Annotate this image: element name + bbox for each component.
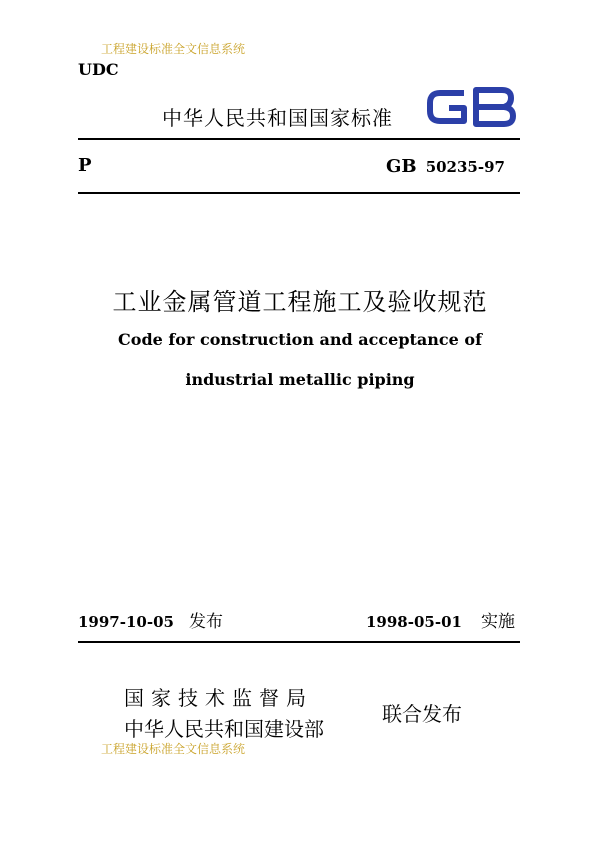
standard-number bbox=[386, 156, 505, 177]
header-divider bbox=[78, 138, 520, 140]
issue-date-group bbox=[78, 607, 223, 632]
udc-label: UDC bbox=[78, 60, 119, 79]
title-chinese: 工业金属管道工程施工及验收规范 bbox=[112, 288, 488, 316]
national-standard-title: 中华人民共和国国家标准 bbox=[162, 106, 393, 130]
title-english-line1: Code for construction and acceptance of bbox=[118, 330, 482, 349]
issue-date: 1997-10-05 bbox=[78, 613, 174, 631]
issuer-line-2: 中华人民共和国建设部 bbox=[124, 717, 324, 741]
gb-logo-icon bbox=[424, 84, 518, 130]
effective-label: 实施 bbox=[481, 612, 516, 632]
standard-prefix: GB bbox=[386, 156, 417, 177]
standard-code: 50235-97 bbox=[425, 158, 505, 176]
joint-issue-label: 联合发布 bbox=[382, 702, 462, 726]
watermark-bottom: 工程建设标准全文信息系统 bbox=[101, 742, 246, 756]
classification-divider bbox=[78, 192, 520, 194]
issue-label: 发布 bbox=[189, 612, 224, 632]
watermark-top: 工程建设标准全文信息系统 bbox=[101, 42, 246, 56]
effective-date-group bbox=[366, 607, 515, 632]
effective-date: 1998-05-01 bbox=[366, 613, 462, 631]
category-letter: P bbox=[78, 155, 92, 176]
title-english-line2: industrial metallic piping bbox=[185, 370, 415, 389]
dates-divider bbox=[78, 641, 520, 643]
issuer-line-1: 国家技术监督局 bbox=[124, 686, 313, 710]
